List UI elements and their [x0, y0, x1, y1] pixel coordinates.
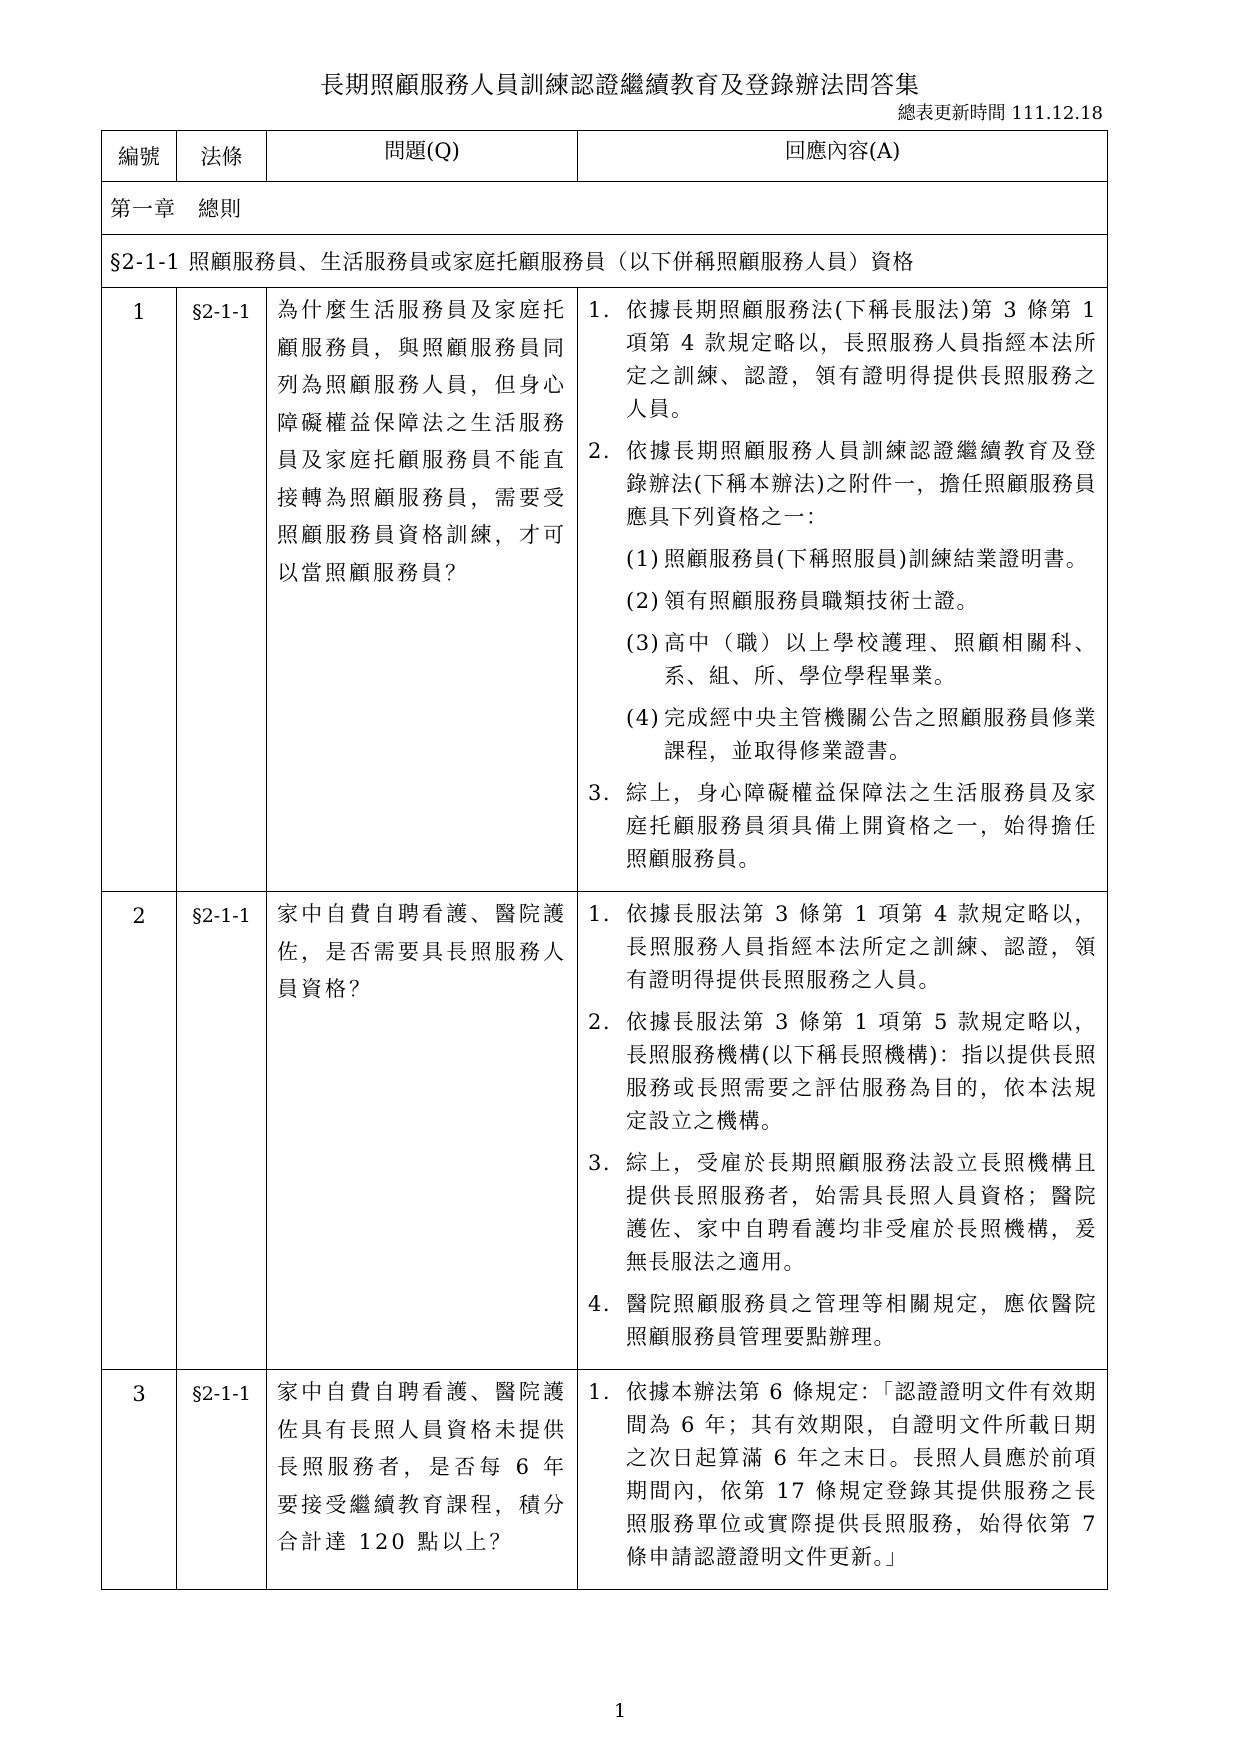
- header-question: 問題(Q): [267, 131, 578, 182]
- answer-item: 3. 綜上，受雇於長期照顧服務法設立長照機構且提供長照服務者，始需具長照人員資格；醫院護佐、家中自聘看護均非受雇於長照機構，爰無長服法之適用。: [588, 1151, 1097, 1274]
- row-question: 家中自費自聘看護、醫院護佐具有長照人員資格未提供長照服務者，是否每 6 年要接受繼續教育課程，積分合計達 120 點以上？: [267, 1370, 578, 1590]
- header-law: 法條: [177, 131, 267, 182]
- document-title: 長期照顧服務人員訓練認證繼續教育及登錄辦法問答集: [320, 71, 920, 99]
- answer-sub-item: (4) 完成經中央主管機關公告之照顧服務員修業課程，並取得修業證書。: [626, 706, 1097, 763]
- chapter-title: 第一章 總則: [102, 182, 1108, 235]
- answer-item: 4. 醫院照顧服務員之管理等相關規定，應依醫院照顧服務員管理要點辦理。: [588, 1292, 1097, 1349]
- chapter-row: [102, 182, 1108, 235]
- update-date: 總表更新時間 111.12.18: [897, 103, 1103, 124]
- answer-sub-item: (2) 領有照顧服務員職類技術士證。: [626, 589, 979, 613]
- answer-item: 1. 依據長服法第 3 條第 1 項第 4 款規定略以，長照服務人員指經本法所定之訓練、認證，領有證明得提供長照服務之人員。: [588, 902, 1097, 992]
- table-header-row: [102, 131, 1108, 182]
- page-number: 1: [613, 1700, 627, 1722]
- answer-item: 2. 依據長期照顧服務人員訓練認證繼續教育及登錄辦法(下稱本辦法)之附件一，擔任照顧服務員應具下列資格之一：: [588, 439, 1097, 529]
- row-num: 2: [102, 892, 177, 1370]
- answer-item: 3. 綜上，身心障礙權益保障法之生活服務員及家庭托顧服務員須具備上開資格之一，始得擔任照顧服務員。: [588, 781, 1097, 871]
- header-num: 編號: [102, 131, 177, 182]
- row-law: §2-1-1: [177, 892, 267, 1370]
- table-row: [102, 1370, 1108, 1590]
- row-law: §2-1-1: [177, 288, 267, 892]
- answer-sub-item: (1) 照顧服務員(下稱照服員)訓練結業證明書。: [626, 547, 1089, 571]
- row-num: 3: [102, 1370, 177, 1590]
- answer-item: 1. 依據長期照顧服務法(下稱長服法)第 3 條第 1 項第 4 款規定略以，長照服務人員指經本法所定之訓練、認證，領有證明得提供長照服務之人員。: [588, 298, 1097, 421]
- table-row: [102, 288, 1108, 892]
- section-title: §2-1-1 照顧服務員、生活服務員或家庭托顧服務員（以下併稱照顧服務人員）資格: [102, 235, 1108, 288]
- row-num: 1: [102, 288, 177, 892]
- section-row: [102, 235, 1108, 288]
- row-answer: [578, 288, 1108, 892]
- row-law: §2-1-1: [177, 1370, 267, 1590]
- answer-item: 2. 依據長服法第 3 條第 1 項第 5 款規定略以，長照服務機構(以下稱長照機構)：指以提供長照服務或長照需要之評估服務為目的，依本法規定設立之機構。: [588, 1010, 1097, 1133]
- table-row: [102, 892, 1108, 1370]
- row-answer: [578, 1370, 1108, 1590]
- header-answer: 回應內容(A): [578, 131, 1108, 182]
- qa-table: [101, 130, 1108, 1590]
- answer-sub-item: (3) 高中（職）以上學校護理、照顧相關科、系、組、所、學位學程畢業。: [626, 631, 1097, 688]
- row-answer: [578, 892, 1108, 1370]
- row-question: 家中自費自聘看護、醫院護佐，是否需要具長照服務人員資格？: [267, 892, 578, 1370]
- answer-item: 1. 依據本辦法第 6 條規定：「認證證明文件有效期間為 6 年；其有效期限，自證明文件所載日期之次日起算滿 6 年之末日。長照人員應於前項期間內，依第 17 條規定登錄其提供服務之長照服務單位或實際提供長照服務，始得依第 7 條申請認證證明文件更新。」: [588, 1380, 1097, 1569]
- row-question: 為什麼生活服務員及家庭托顧服務員，與照顧服務員同列為照顧服務人員，但身心障礙權益保障法之生活服務員及家庭托顧服務員不能直接轉為照顧服務員，需要受照顧服務員資格訓練，才可以當照顧服務員？: [267, 288, 578, 892]
